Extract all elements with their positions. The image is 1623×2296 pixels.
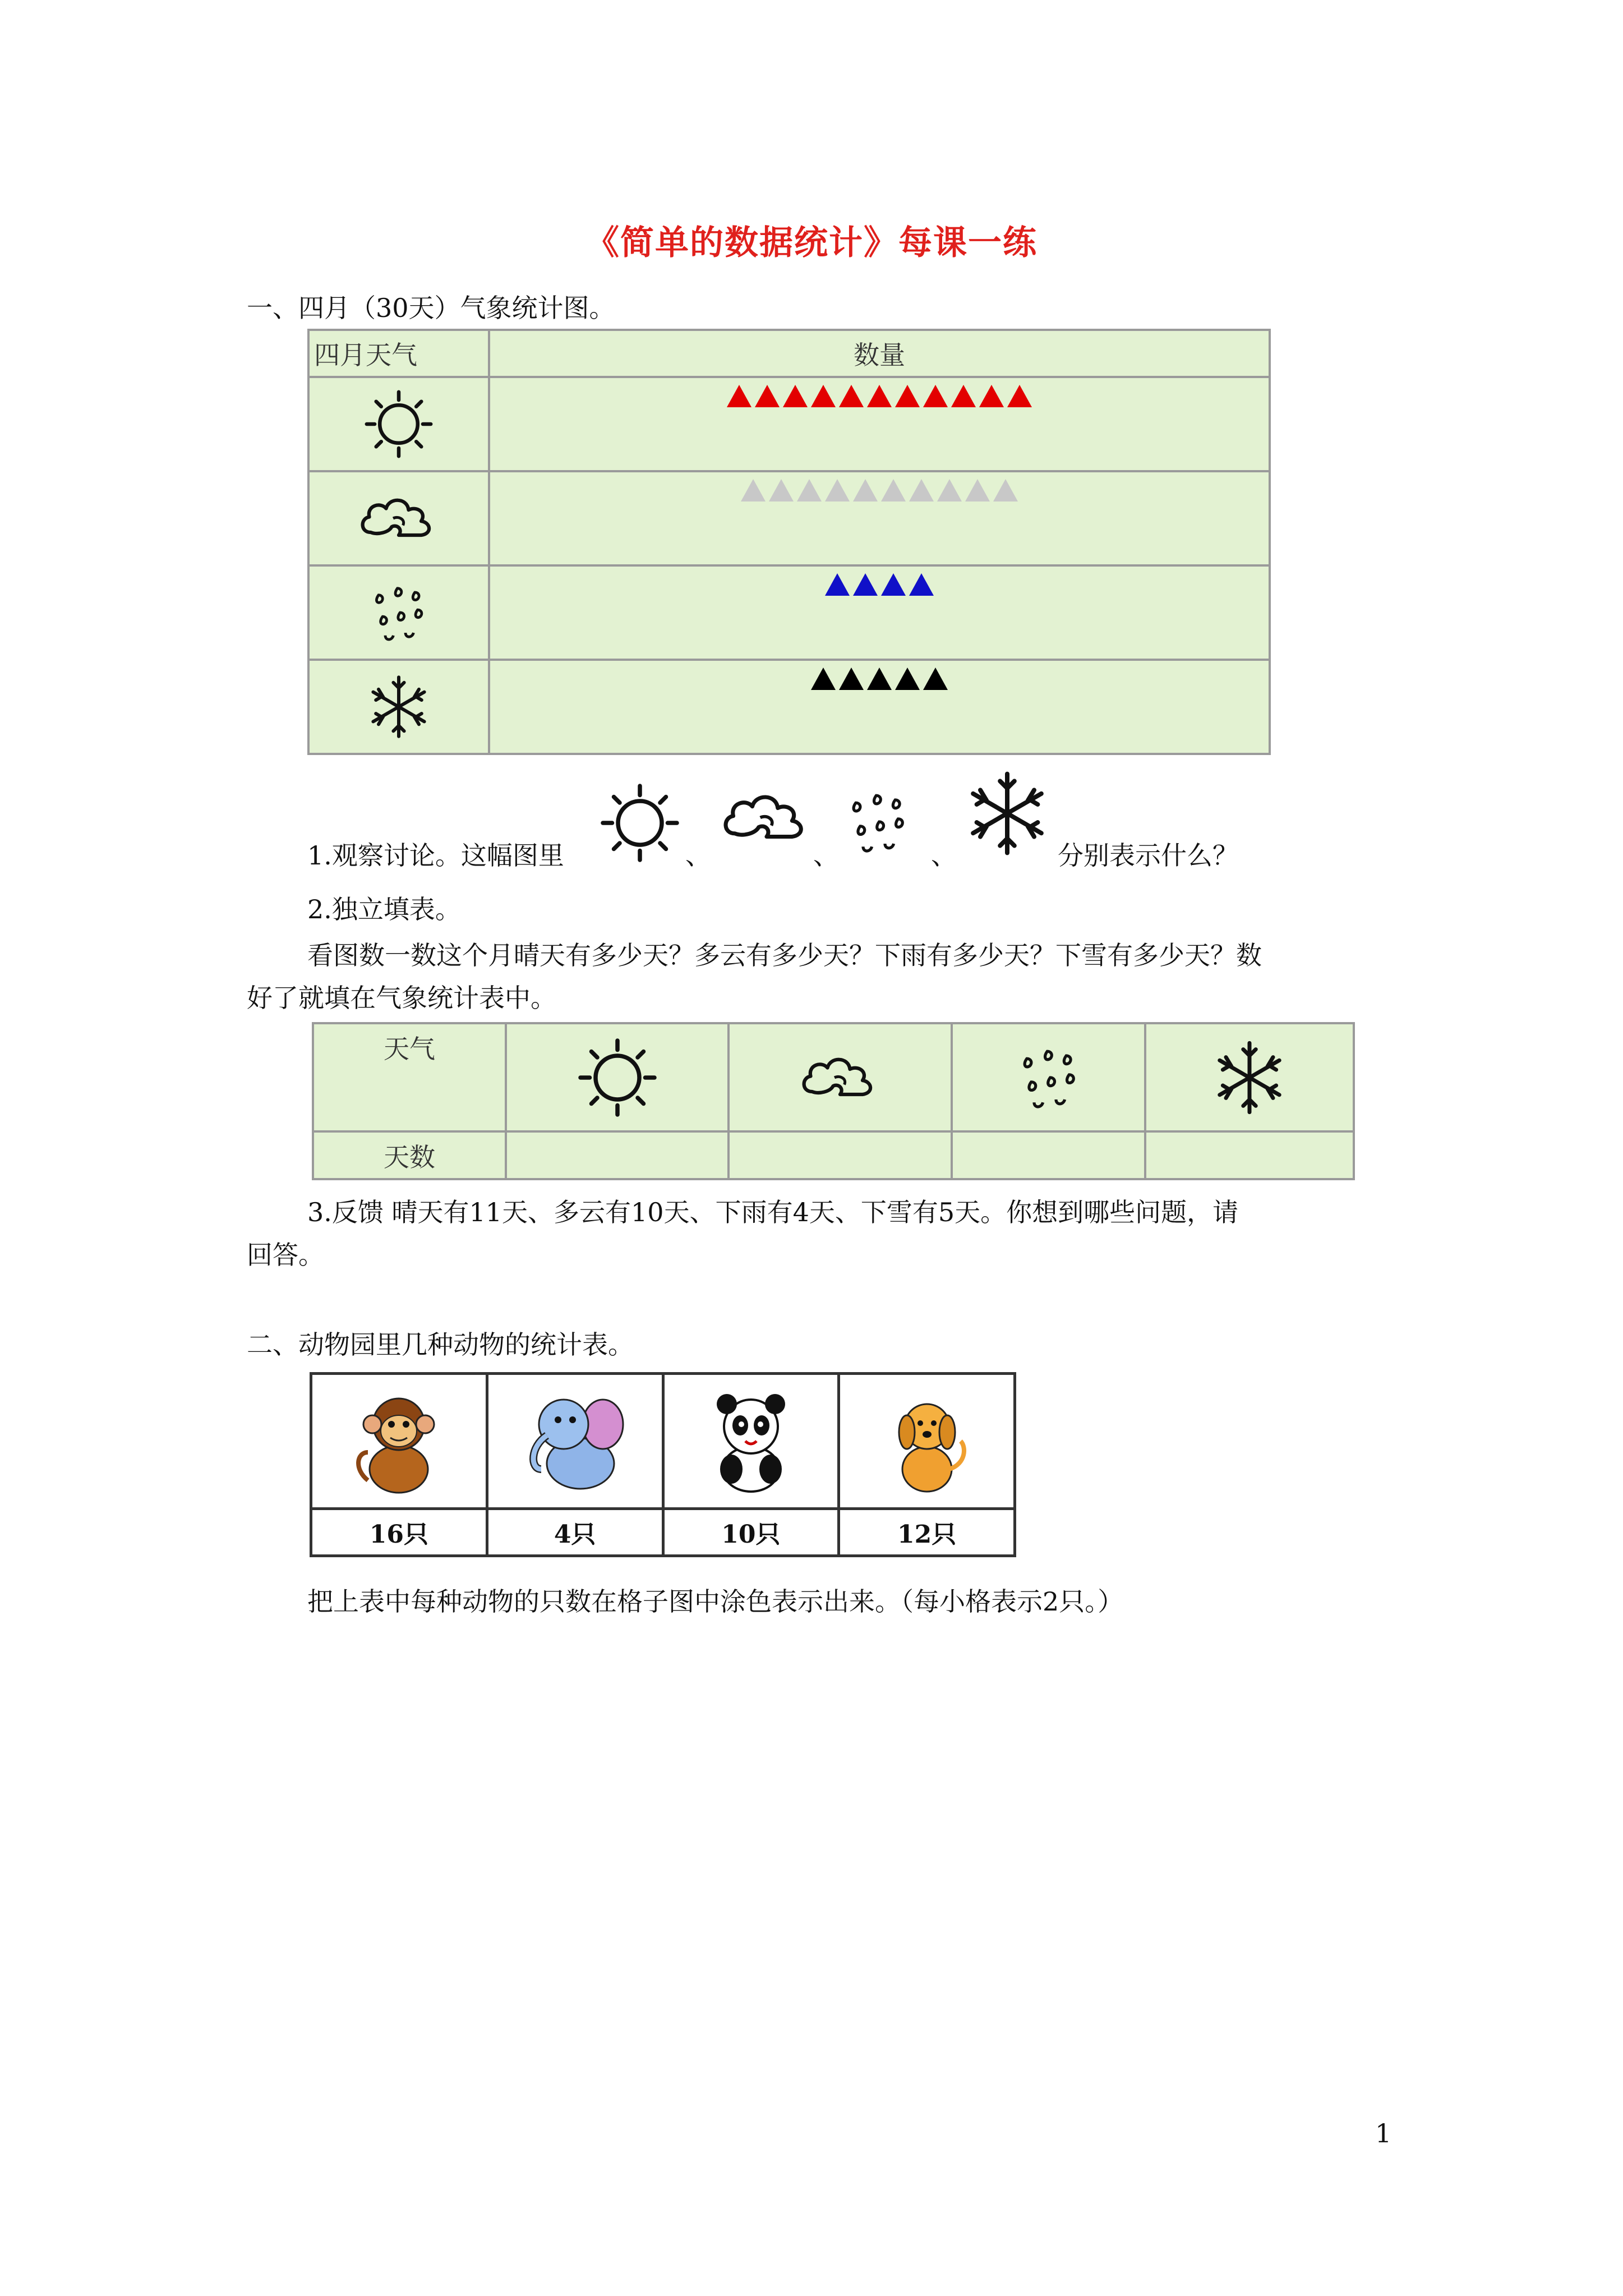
chart-header-weather: 四月天气: [308, 330, 489, 377]
chart-row-snow: [489, 660, 1270, 754]
pictograph-triangle: [895, 668, 920, 690]
table-label-weather: 天气: [313, 1023, 506, 1131]
section2-heading: 二、动物园里几种动物的统计表。: [247, 1329, 634, 1360]
tri-row-1: [490, 479, 1269, 501]
question-3-line1: 3.反馈 晴天有11天、多云有10天、下雨有4天、下雪有5天。你想到哪些问题，请: [307, 1197, 1239, 1227]
pictograph-triangle: [783, 385, 808, 407]
pictograph-triangle: [839, 385, 864, 407]
panda-icon: [703, 1385, 799, 1497]
pictograph-triangle: [797, 479, 822, 501]
pictograph-triangle: [853, 479, 878, 501]
animal-count: 12只: [839, 1508, 1015, 1556]
table-label-days: 天数: [313, 1131, 506, 1179]
question-1-sep: 、: [685, 840, 711, 871]
pictograph-triangle: [881, 479, 906, 501]
pictograph-triangle: [811, 385, 836, 407]
monkey-cell: [311, 1374, 487, 1509]
pictograph-triangle: [727, 385, 751, 407]
cloud-icon: [798, 1050, 882, 1106]
table-cell-cloud: [728, 1023, 951, 1131]
pictograph-triangle: [755, 385, 780, 407]
cloud-icon: [719, 785, 814, 850]
tri-row-0: [490, 385, 1269, 407]
pictograph-triangle: [979, 385, 1004, 407]
sun-icon: [598, 781, 682, 865]
question-2: 2.独立填表。: [307, 894, 461, 924]
pictograph-triangle: [965, 479, 990, 501]
animal-count-table: [310, 1372, 1016, 1557]
sun-icon: [362, 388, 435, 461]
pictograph-triangle: [741, 479, 766, 501]
rain-icon: [841, 785, 914, 858]
monkey-icon: [351, 1385, 446, 1497]
pictograph-triangle: [993, 479, 1018, 501]
chart-row-sun: [489, 377, 1270, 471]
weather-fill-table: [312, 1022, 1355, 1180]
snow-icon: [1210, 1038, 1289, 1117]
sun-icon: [575, 1036, 660, 1120]
pictograph-triangle: [769, 479, 794, 501]
tri-row-3: [490, 668, 1269, 690]
animal-count: 10只: [663, 1508, 839, 1556]
pictograph-triangle: [853, 573, 878, 596]
question-2-line2: 好了就填在气象统计表中。: [247, 983, 556, 1013]
table-cell-snow: [1145, 1023, 1354, 1131]
animal-count: 4只: [487, 1508, 663, 1556]
panda-cell: [663, 1374, 839, 1509]
pictograph-triangle: [867, 668, 892, 690]
days-input-snow[interactable]: [1145, 1131, 1354, 1179]
snow-icon: [365, 673, 432, 740]
chart-row-rain: [489, 565, 1270, 660]
chart-row-rain-label: [308, 565, 489, 660]
pictograph-triangle: [881, 573, 906, 596]
question-1-prefix: 1.观察讨论。这幅图里: [307, 840, 564, 871]
days-input-rain[interactable]: [952, 1131, 1146, 1179]
question-1-suffix: 分别表示什么？: [1058, 840, 1238, 871]
section1-heading: 一、四月（30天）气象统计图。: [247, 293, 615, 323]
pictograph-triangle: [923, 385, 948, 407]
rain-icon: [1012, 1041, 1085, 1114]
pictograph-triangle: [825, 573, 850, 596]
days-input-sun[interactable]: [506, 1131, 728, 1179]
pictograph-triangle: [811, 668, 836, 690]
elephant-icon: [519, 1385, 631, 1497]
table-cell-sun: [506, 1023, 728, 1131]
pictograph-triangle: [1007, 385, 1032, 407]
rain-icon: [365, 579, 432, 646]
cloud-icon: [357, 490, 441, 546]
animal-count: 16只: [311, 1508, 487, 1556]
dog-icon: [882, 1385, 972, 1497]
question-3-line2: 回答。: [247, 1240, 324, 1270]
weather-pictograph-chart: [307, 329, 1271, 755]
pictograph-triangle: [951, 385, 976, 407]
question-1-sep: 、: [813, 840, 839, 871]
chart-row-cloud-label: [308, 471, 489, 565]
page-title: 《简单的数据统计》每课一练: [585, 223, 1038, 263]
pictograph-triangle: [937, 479, 962, 501]
chart-header-count: 数量: [489, 330, 1270, 377]
days-input-cloud[interactable]: [728, 1131, 951, 1179]
chart-row-cloud: [489, 471, 1270, 565]
pictograph-triangle: [923, 668, 948, 690]
pictograph-triangle: [909, 573, 934, 596]
tri-row-2: [490, 573, 1269, 596]
section2-instruction: 把上表中每种动物的只数在格子图中涂色表示出来。（每小格表示2只。）: [307, 1586, 1124, 1617]
question-1-sep: 、: [931, 840, 957, 871]
table-cell-rain: [952, 1023, 1146, 1131]
page-number: 1: [1375, 2118, 1392, 2148]
chart-row-sun-label: [308, 377, 489, 471]
pictograph-triangle: [825, 479, 850, 501]
pictograph-triangle: [867, 385, 892, 407]
elephant-cell: [487, 1374, 663, 1509]
dog-cell: [839, 1374, 1015, 1509]
question-2-line1: 看图数一数这个月晴天有多少天？多云有多少天？下雨有多少天？下雪有多少天？数: [307, 940, 1262, 970]
pictograph-triangle: [895, 385, 920, 407]
snow-icon: [962, 769, 1052, 858]
pictograph-triangle: [909, 479, 934, 501]
chart-row-snow-label: [308, 660, 489, 754]
pictograph-triangle: [839, 668, 864, 690]
